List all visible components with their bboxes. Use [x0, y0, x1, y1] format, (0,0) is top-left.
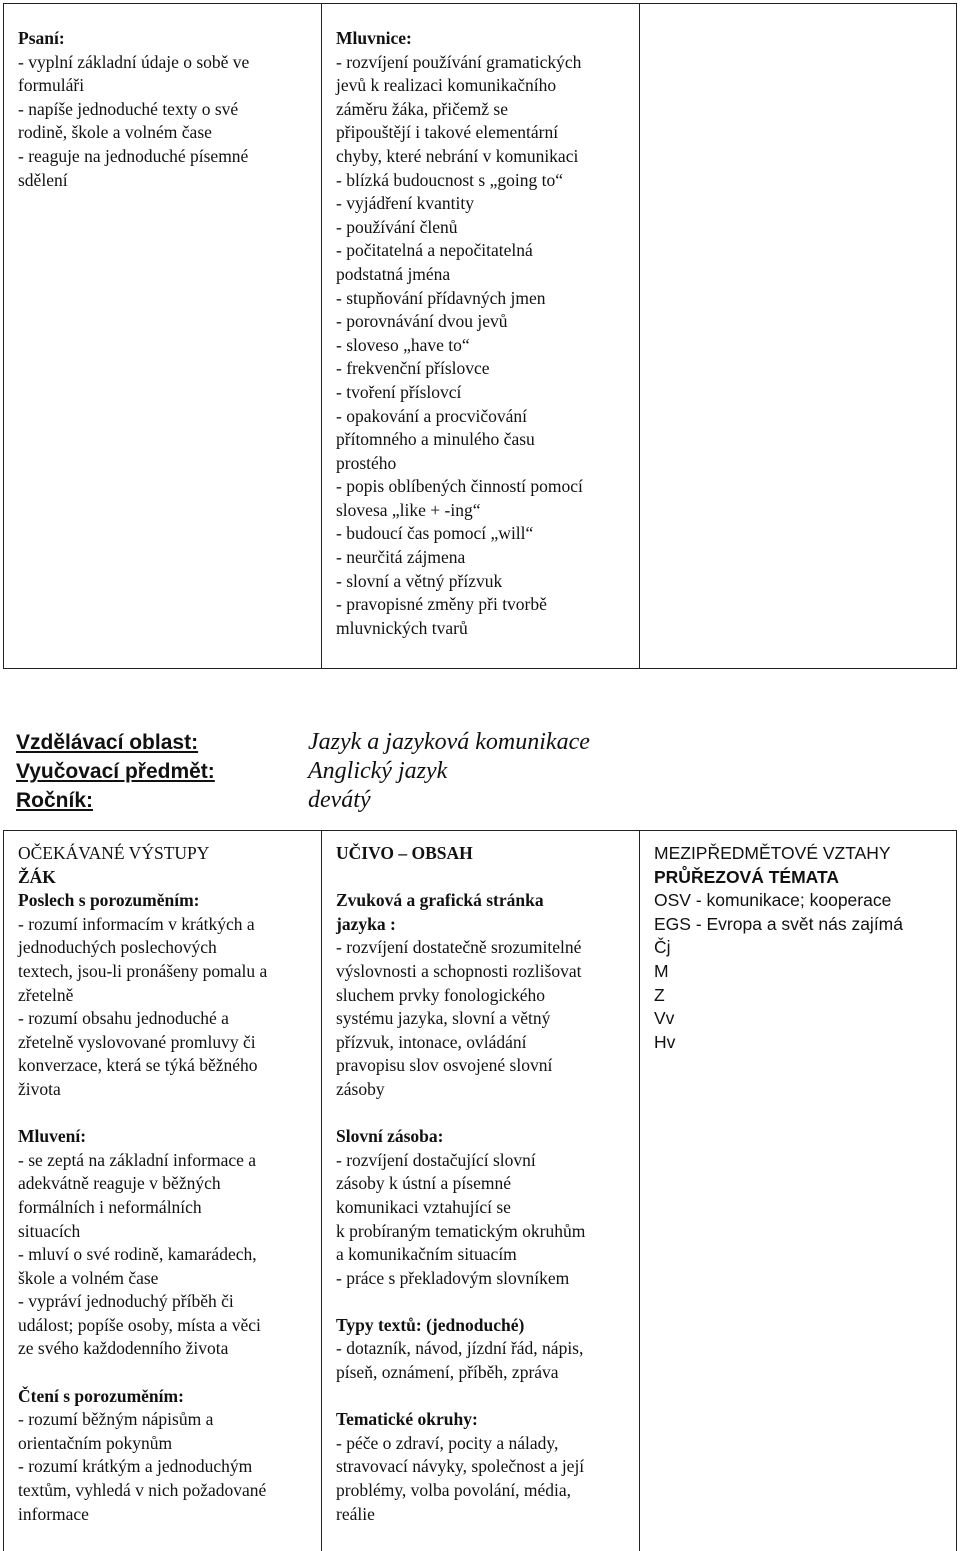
text-line: - rozvíjení dostatečně srozumitelné [336, 936, 625, 960]
text-line: zřetelně vyslovované promluvy či [18, 1031, 307, 1055]
text-line: jevů k realizaci komunikačního [336, 74, 625, 98]
text-line: pravopisu slov osvojené slovní [336, 1054, 625, 1078]
grade-row [16, 786, 916, 815]
text-line: Tematické okruhy: [336, 1408, 625, 1432]
text-line: - dotazník, návod, jízdní řád, nápis, [336, 1337, 625, 1361]
table-row [4, 4, 957, 669]
curriculum-table-top [3, 3, 957, 669]
text-line: - se zeptá na základní informace a [18, 1149, 307, 1173]
text-line: OČEKÁVANÉ VÝSTUPY [18, 842, 307, 866]
text-line: Typy textů: (jednoduché) [336, 1314, 625, 1338]
text-line: zřetelně [18, 984, 307, 1008]
curriculum-content-cell [322, 831, 640, 1551]
text-line: Poslech s porozuměním: [18, 889, 307, 913]
text-line: komunikaci vztahující se [336, 1196, 625, 1220]
text-line: a komunikačním situacím [336, 1243, 625, 1267]
text-line: jednoduchých poslechových [18, 936, 307, 960]
text-line: OSV - komunikace; kooperace [654, 889, 942, 913]
text-line: - rozumí obsahu jednoduché a [18, 1007, 307, 1031]
text-line: Hv [654, 1031, 942, 1055]
educational-area-value: Jazyk a jazyková komunikace [308, 728, 590, 757]
text-line: zásoby k ústní a písemné [336, 1172, 625, 1196]
text-line: podstatná jména [336, 263, 625, 287]
text-line: přízvuk, intonace, ovládání [336, 1031, 625, 1055]
text-line: - tvoření příslovcí [336, 381, 625, 405]
text-line: chyby, které nebrání v komunikaci [336, 145, 625, 169]
text-line: zásoby [336, 1078, 625, 1102]
blank-line [336, 1102, 625, 1126]
curriculum-table-bottom [3, 830, 957, 1551]
text-line: ze svého každodenního života [18, 1337, 307, 1361]
text-line: - vyplní základní údaje o sobě ve [18, 51, 307, 75]
text-line: M [654, 960, 942, 984]
text-line: - rozvíjení používání gramatických [336, 51, 625, 75]
blank-line [18, 1361, 307, 1385]
table-row [4, 831, 957, 1551]
text-line: přítomného a minulého času [336, 428, 625, 452]
text-line: - blízká budoucnost s „going to“ [336, 169, 625, 193]
text-line: - práce s překladovým slovníkem [336, 1267, 625, 1291]
text-line: slovesa „like + -ing“ [336, 499, 625, 523]
text-line: - rozvíjení dostačující slovní [336, 1149, 625, 1173]
text-line: - pravopisné změny při tvorbě [336, 593, 625, 617]
expected-outputs-cell [4, 831, 322, 1551]
text-line: - používání členů [336, 216, 625, 240]
text-line: Čtení s porozuměním: [18, 1385, 307, 1409]
text-line: - rozumí informacím v krátkých a [18, 913, 307, 937]
text-line: problémy, volba povolání, média, [336, 1479, 625, 1503]
text-line: formuláři [18, 74, 307, 98]
text-line: konverzace, která se týká běžného [18, 1054, 307, 1078]
text-line: prostého [336, 452, 625, 476]
cross-curricular-cell-empty [640, 4, 957, 669]
text-line: - péče o zdraví, pocity a nálady, [336, 1432, 625, 1456]
subject-label: Vyučovací předmět: [16, 757, 308, 786]
text-line: Z [654, 984, 942, 1008]
text-line: - rozumí krátkým a jednoduchým [18, 1455, 307, 1479]
text-line: - vyjádření kvantity [336, 192, 625, 216]
text-line: - frekvenční příslovce [336, 357, 625, 381]
text-line: Mluvení: [18, 1125, 307, 1149]
text-line: informace [18, 1503, 307, 1527]
text-line: škole a volném čase [18, 1267, 307, 1291]
subject-row [16, 757, 916, 786]
text-line: - slovní a větný přízvuk [336, 570, 625, 594]
text-line: - porovnávání dvou jevů [336, 310, 625, 334]
text-line: výslovnosti a schopnosti rozlišovat [336, 960, 625, 984]
cross-curricular-cell [640, 831, 957, 1551]
text-line: rodině, škole a volném čase [18, 121, 307, 145]
text-line: Psaní: [18, 27, 307, 51]
educational-area-label: Vzdělávací oblast: [16, 728, 308, 757]
grade-label: Ročník: [16, 786, 308, 815]
text-line: - mluví o své rodině, kamarádech, [18, 1243, 307, 1267]
text-line: - vypráví jednoduchý příběh či [18, 1290, 307, 1314]
text-line: textech, jsou-li pronášeny pomalu a [18, 960, 307, 984]
text-line: Slovní zásoba: [336, 1125, 625, 1149]
grammar-content-cell [322, 4, 640, 669]
educational-area-row [16, 728, 916, 757]
grade-value: devátý [308, 786, 371, 815]
blank-line [336, 1385, 625, 1409]
text-line: adekvátně reaguje v běžných [18, 1172, 307, 1196]
text-line: MEZIPŘEDMĚTOVÉ VZTAHY [654, 842, 942, 866]
text-line: Čj [654, 936, 942, 960]
text-line: Zvuková a grafická stránka [336, 889, 625, 913]
text-line: - opakování a procvičování [336, 405, 625, 429]
text-line: sluchem prvky fonologického [336, 984, 625, 1008]
text-line: EGS - Evropa a svět nás zajímá [654, 913, 942, 937]
subject-value: Anglický jazyk [308, 757, 447, 786]
text-line: sdělení [18, 169, 307, 193]
text-line: Mluvnice: [336, 27, 625, 51]
text-line: formálních i neformálních [18, 1196, 307, 1220]
text-line: připouštějí i takové elementární [336, 121, 625, 145]
text-line: textům, vyhledá v nich požadované [18, 1479, 307, 1503]
text-line: záměru žáka, přičemž se [336, 98, 625, 122]
text-line: - reaguje na jednoduché písemné [18, 145, 307, 169]
text-line: - budoucí čas pomocí „will“ [336, 522, 625, 546]
text-line: - stupňování přídavných jmen [336, 287, 625, 311]
text-line: - napíše jednoduché texty o své [18, 98, 307, 122]
writing-outputs-cell [4, 4, 322, 669]
subject-header [16, 728, 916, 815]
text-line: - neurčitá zájmena [336, 546, 625, 570]
text-line: PRŮŘEZOVÁ TÉMATA [654, 866, 942, 890]
text-line: událost; popíše osoby, místa a věci [18, 1314, 307, 1338]
text-line: orientačním pokynům [18, 1432, 307, 1456]
text-line: situacích [18, 1220, 307, 1244]
text-line: k probíraným tematickým okruhům [336, 1220, 625, 1244]
text-line: jazyka : [336, 913, 625, 937]
text-line: ŽÁK [18, 866, 307, 890]
text-line: systému jazyka, slovní a větný [336, 1007, 625, 1031]
text-line: reálie [336, 1503, 625, 1527]
blank-line [336, 1290, 625, 1314]
text-line: - popis oblíbených činností pomocí [336, 475, 625, 499]
text-line: - rozumí běžným nápisům a [18, 1408, 307, 1432]
text-line: píseň, oznámení, příběh, zpráva [336, 1361, 625, 1385]
blank-line [18, 1102, 307, 1126]
text-line: stravovací návyky, společnost a její [336, 1455, 625, 1479]
text-line: Vv [654, 1007, 942, 1031]
blank-line [336, 866, 625, 890]
text-line: života [18, 1078, 307, 1102]
text-line: - počitatelná a nepočitatelná [336, 239, 625, 263]
text-line: - sloveso „have to“ [336, 334, 625, 358]
text-line: mluvnických tvarů [336, 617, 625, 641]
text-line: UČIVO – OBSAH [336, 842, 625, 866]
